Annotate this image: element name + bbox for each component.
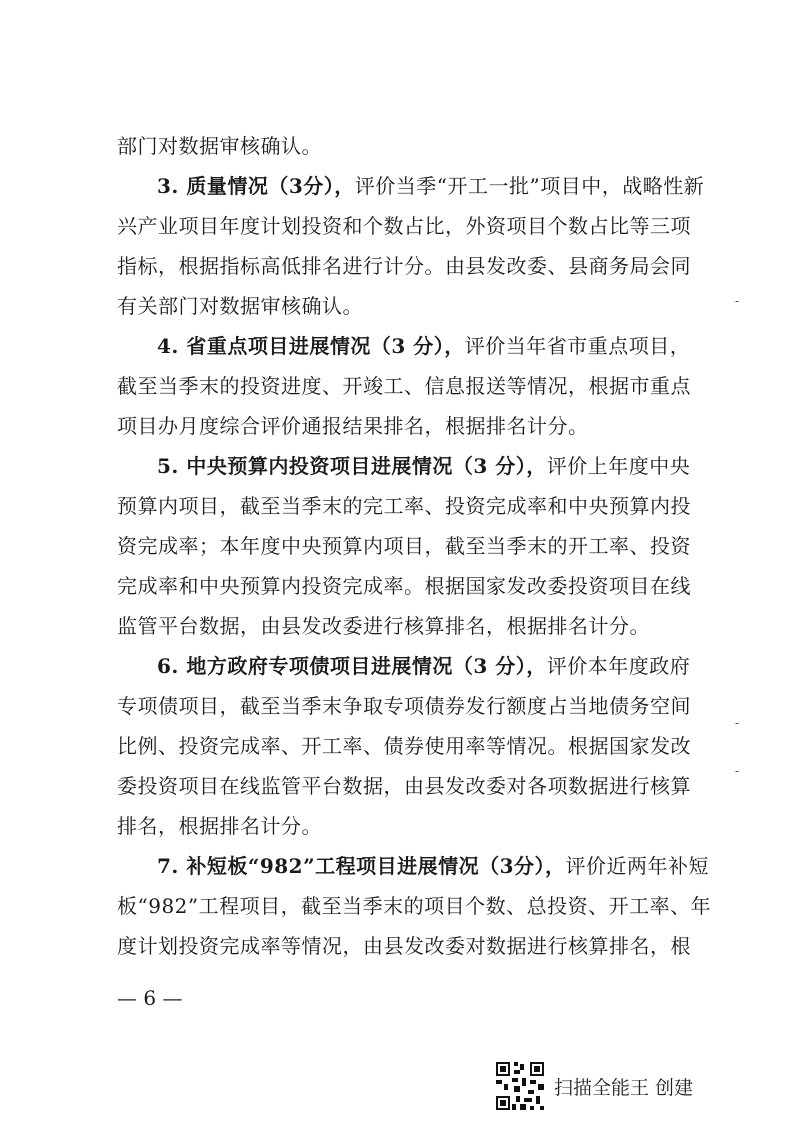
page-number: — 6 — <box>117 986 183 1010</box>
scanner-brand <box>494 1060 724 1120</box>
text-line: 排名，根据排名计分。 <box>117 814 322 838</box>
text-line: 预算内项目，截至当季末的完工率、投资完成率和中央预算内投 <box>117 494 691 518</box>
text-line: 6. 地方政府专项债项目进展情况（3 分），评价本年度政府 <box>157 654 691 678</box>
text-line: 项目办月度综合评价通报结果排名，根据排名计分。 <box>117 414 589 438</box>
text-line: 指标，根据指标高低排名进行计分。由县发改委、县商务局会同 <box>117 254 691 278</box>
text-line: 板“982”工程项目，截至当季末的项目个数、总投资、开工率、年 <box>117 894 712 918</box>
text-line: 部门对数据审核确认。 <box>117 134 322 158</box>
text-line: 比例、投资完成率、开工率、债券使用率等情况。根据国家发改 <box>117 734 691 758</box>
body-text <box>117 126 712 966</box>
text-line: 度计划投资完成率等情况，由县发改委对数据进行核算排名，根 <box>117 934 691 958</box>
text-line: 截至当季末的投资进度、开竣工、信息报送等情况，根据市重点 <box>117 374 691 398</box>
text-line: 有关部门对数据审核确认。 <box>117 294 363 318</box>
text-line: 兴产业项目年度计划投资和个数占比，外资项目个数占比等三项 <box>117 214 691 238</box>
scan-mark: - <box>735 764 740 778</box>
text-line: 委投资项目在线监管平台数据，由县发改委对各项数据进行核算 <box>117 774 691 798</box>
scanner-brand-text: 扫描全能王 创建 <box>554 1077 694 1099</box>
text-line: 5. 中央预算内投资项目进展情况（3 分），评价上年度中央 <box>157 454 691 478</box>
text-line: 专项债项目，截至当季末争取专项债券发行额度占当地债务空间 <box>117 694 691 718</box>
text-line: 7. 补短板“982”工程项目进展情况（3分），评价近两年补短 <box>157 854 710 878</box>
text-line: 资完成率；本年度中央预算内项目，截至当季末的开工率、投资 <box>117 534 691 558</box>
qr-code-icon <box>494 1060 546 1112</box>
scan-mark: - <box>735 716 740 730</box>
text-line: 4. 省重点项目进展情况（3 分），评价当年省市重点项目， <box>157 334 691 358</box>
text-line: 监管平台数据，由县发改委进行核算排名，根据排名计分。 <box>117 614 650 638</box>
text-line: 完成率和中央预算内投资完成率。根据国家发改委投资项目在线 <box>117 574 691 598</box>
text-line: 3. 质量情况（3分），评价当季“开工一批”项目中，战略性新 <box>157 174 705 198</box>
scan-mark: - <box>735 294 740 308</box>
